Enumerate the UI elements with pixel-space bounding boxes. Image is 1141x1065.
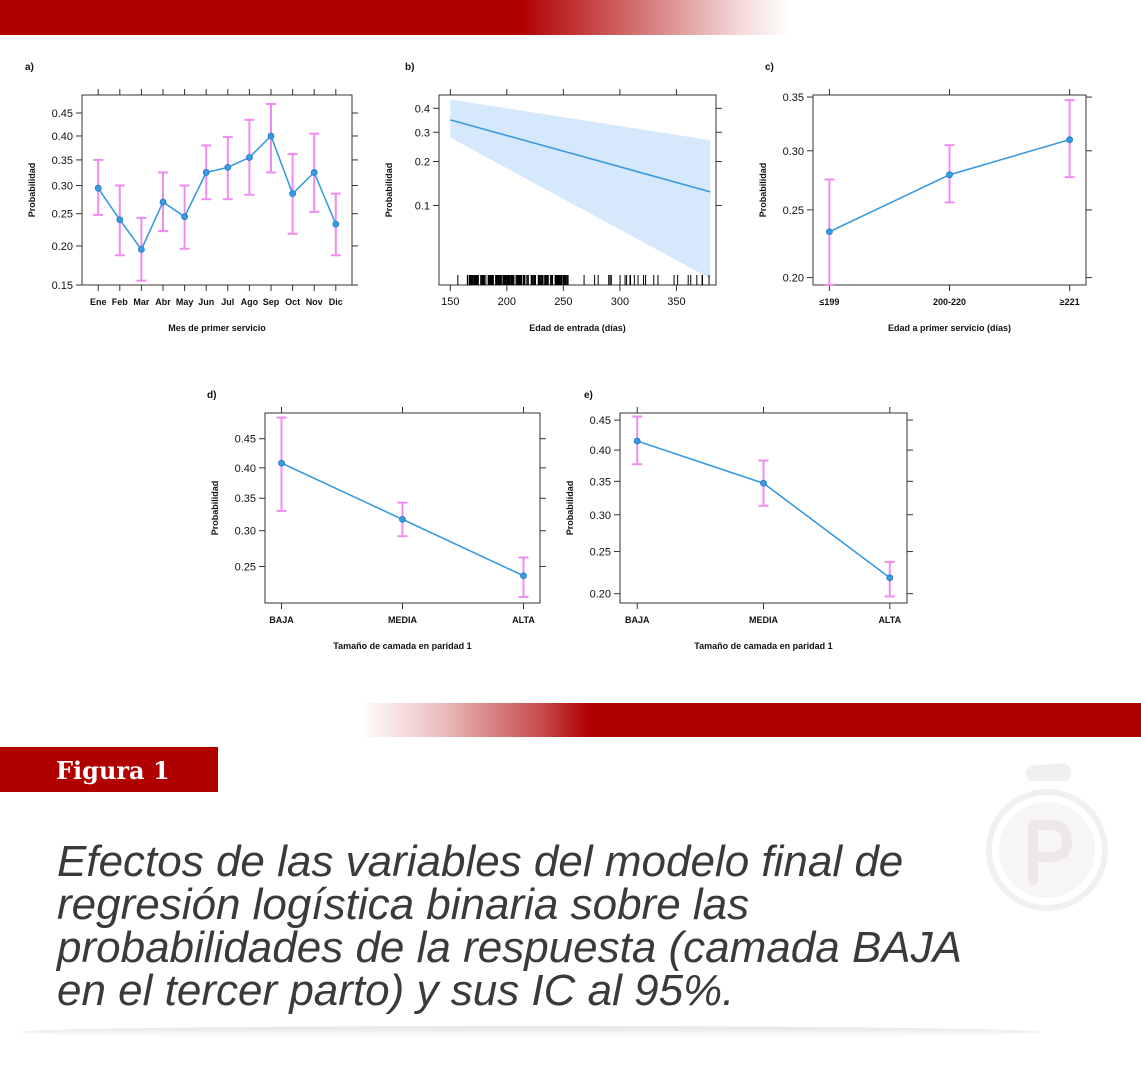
x-tick-label: 200	[497, 296, 517, 308]
y-tick-label: 0.25	[51, 208, 73, 221]
caption-line-1: Efectos de las variables del modelo final de	[57, 837, 904, 886]
chart-panel-e	[555, 383, 925, 663]
y-axis-title: Probabilidad	[210, 480, 220, 536]
x-category-label: MEDIA	[749, 615, 778, 625]
data-point	[203, 169, 209, 175]
x-category-label: ALTA	[878, 615, 902, 625]
chart-panel-d	[180, 383, 550, 663]
figure-label: Figura 1	[56, 756, 170, 785]
panel-letter: e)	[584, 390, 593, 401]
figure-label-box	[0, 747, 218, 792]
x-category-label: BAJA	[624, 615, 650, 625]
confidence-band	[450, 99, 710, 278]
x-category-label: ALTA	[512, 615, 535, 625]
data-point	[138, 246, 144, 252]
y-tick-label: 0.15	[51, 280, 73, 292]
x-category-label: Sep	[262, 297, 280, 307]
x-category-label: Ago	[240, 297, 259, 307]
y-tick-label: 0.3	[414, 127, 430, 140]
panel-letter: d)	[207, 390, 217, 401]
x-axis-title: Edad de entrada (días)	[529, 323, 626, 333]
x-category-label: ≤199	[819, 297, 840, 307]
data-point	[279, 460, 285, 466]
y-tick-label: 0.30	[51, 180, 73, 193]
x-axis-title: Edad a primer servicio (días)	[887, 323, 1012, 333]
x-category-label: Jun	[198, 297, 215, 307]
x-category-label: Feb	[111, 297, 128, 307]
x-category-label: Jul	[221, 297, 235, 307]
x-tick-label: 250	[554, 296, 573, 308]
data-point	[117, 217, 123, 223]
data-point	[761, 480, 767, 486]
series-line	[98, 136, 336, 250]
y-tick-label: 0.45	[589, 415, 611, 428]
data-point	[947, 172, 953, 178]
plot-frame	[620, 413, 907, 603]
y-tick-label: 0.35	[782, 92, 804, 105]
y-axis-title: Probabilidad	[758, 162, 768, 218]
x-category-label: ≥221	[1059, 297, 1080, 307]
x-category-label: Nov	[305, 297, 323, 307]
x-category-label: BAJA	[269, 615, 294, 625]
x-category-label: Mar	[133, 297, 150, 307]
data-point	[225, 164, 231, 170]
data-point	[887, 575, 893, 581]
x-category-label: Ene	[89, 297, 107, 307]
x-tick-label: 350	[667, 296, 686, 308]
data-point	[634, 438, 640, 444]
panel-letter: a)	[25, 62, 34, 73]
y-tick-label: 0.30	[782, 145, 804, 158]
y-tick-label: 0.20	[782, 272, 804, 285]
chart-panel-a	[0, 55, 360, 345]
chart-panel-b	[370, 55, 730, 345]
y-tick-label: 0.30	[589, 509, 611, 522]
y-tick-label: 0.45	[51, 108, 73, 121]
caption-shadow	[20, 1026, 1040, 1038]
y-tick-label: 0.20	[51, 240, 73, 253]
y-tick-label: 0.40	[589, 445, 611, 458]
y-tick-label: 0.20	[589, 588, 611, 601]
x-axis-title: Tamaño de camada en paridad 1	[333, 641, 472, 651]
y-tick-label: 0.25	[589, 546, 611, 559]
x-tick-label: 300	[610, 296, 630, 308]
caption-line-2: regresión logística binaria sobre las	[57, 880, 750, 929]
y-tick-label: 0.30	[234, 525, 256, 538]
x-axis-title: Mes de primer servicio	[168, 323, 266, 333]
x-category-label: Abr	[155, 297, 171, 307]
y-tick-label: 0.2	[414, 156, 430, 169]
y-tick-label: 0.25	[234, 561, 256, 574]
data-point	[400, 516, 406, 522]
middle-brand-band	[0, 703, 1141, 737]
y-tick-label: 0.25	[782, 204, 804, 217]
plot-frame	[82, 95, 352, 285]
data-point	[268, 133, 274, 139]
x-category-label: MEDIA	[388, 615, 417, 625]
y-tick-label: 0.35	[51, 154, 73, 167]
y-tick-label: 0.4	[414, 103, 430, 116]
data-point	[311, 169, 317, 175]
panel-letter: c)	[765, 62, 774, 73]
x-tick-label: 150	[441, 296, 460, 308]
top-brand-band	[0, 0, 1141, 35]
y-tick-label: 0.35	[589, 476, 611, 489]
y-tick-label: 0.1	[414, 200, 430, 213]
y-tick-label: 0.45	[234, 433, 256, 446]
data-point	[1067, 137, 1073, 143]
data-point	[160, 199, 166, 205]
panel-letter: b)	[405, 62, 415, 73]
rug-marks	[458, 275, 709, 285]
y-tick-label: 0.40	[234, 462, 256, 475]
data-point	[333, 221, 339, 227]
x-category-label: Oct	[285, 297, 301, 307]
x-category-label: 200-220	[932, 297, 967, 307]
chart-panel-c	[740, 55, 1110, 345]
data-point	[290, 191, 296, 197]
y-tick-label: 0.35	[234, 493, 256, 506]
x-axis-title: Tamaño de camada en paridad 1	[694, 641, 833, 651]
data-point	[246, 154, 252, 160]
x-category-label: Dic	[328, 297, 343, 307]
data-point	[521, 573, 527, 579]
x-category-label: May	[175, 297, 194, 307]
data-point	[182, 214, 188, 220]
caption-line-3: probabilidades de la respuesta (camada BAJA	[57, 923, 962, 972]
caption-line-4: en el tercer parto) y sus IC al 95%.	[57, 966, 735, 1015]
y-axis-title: Probabilidad	[384, 162, 394, 218]
figure-caption	[57, 837, 1037, 1015]
data-point	[95, 185, 101, 191]
y-tick-label: 0.40	[51, 130, 73, 143]
y-axis-title: Probabilidad	[565, 480, 575, 536]
y-axis-title: Probabilidad	[27, 162, 37, 218]
data-point	[826, 229, 832, 235]
